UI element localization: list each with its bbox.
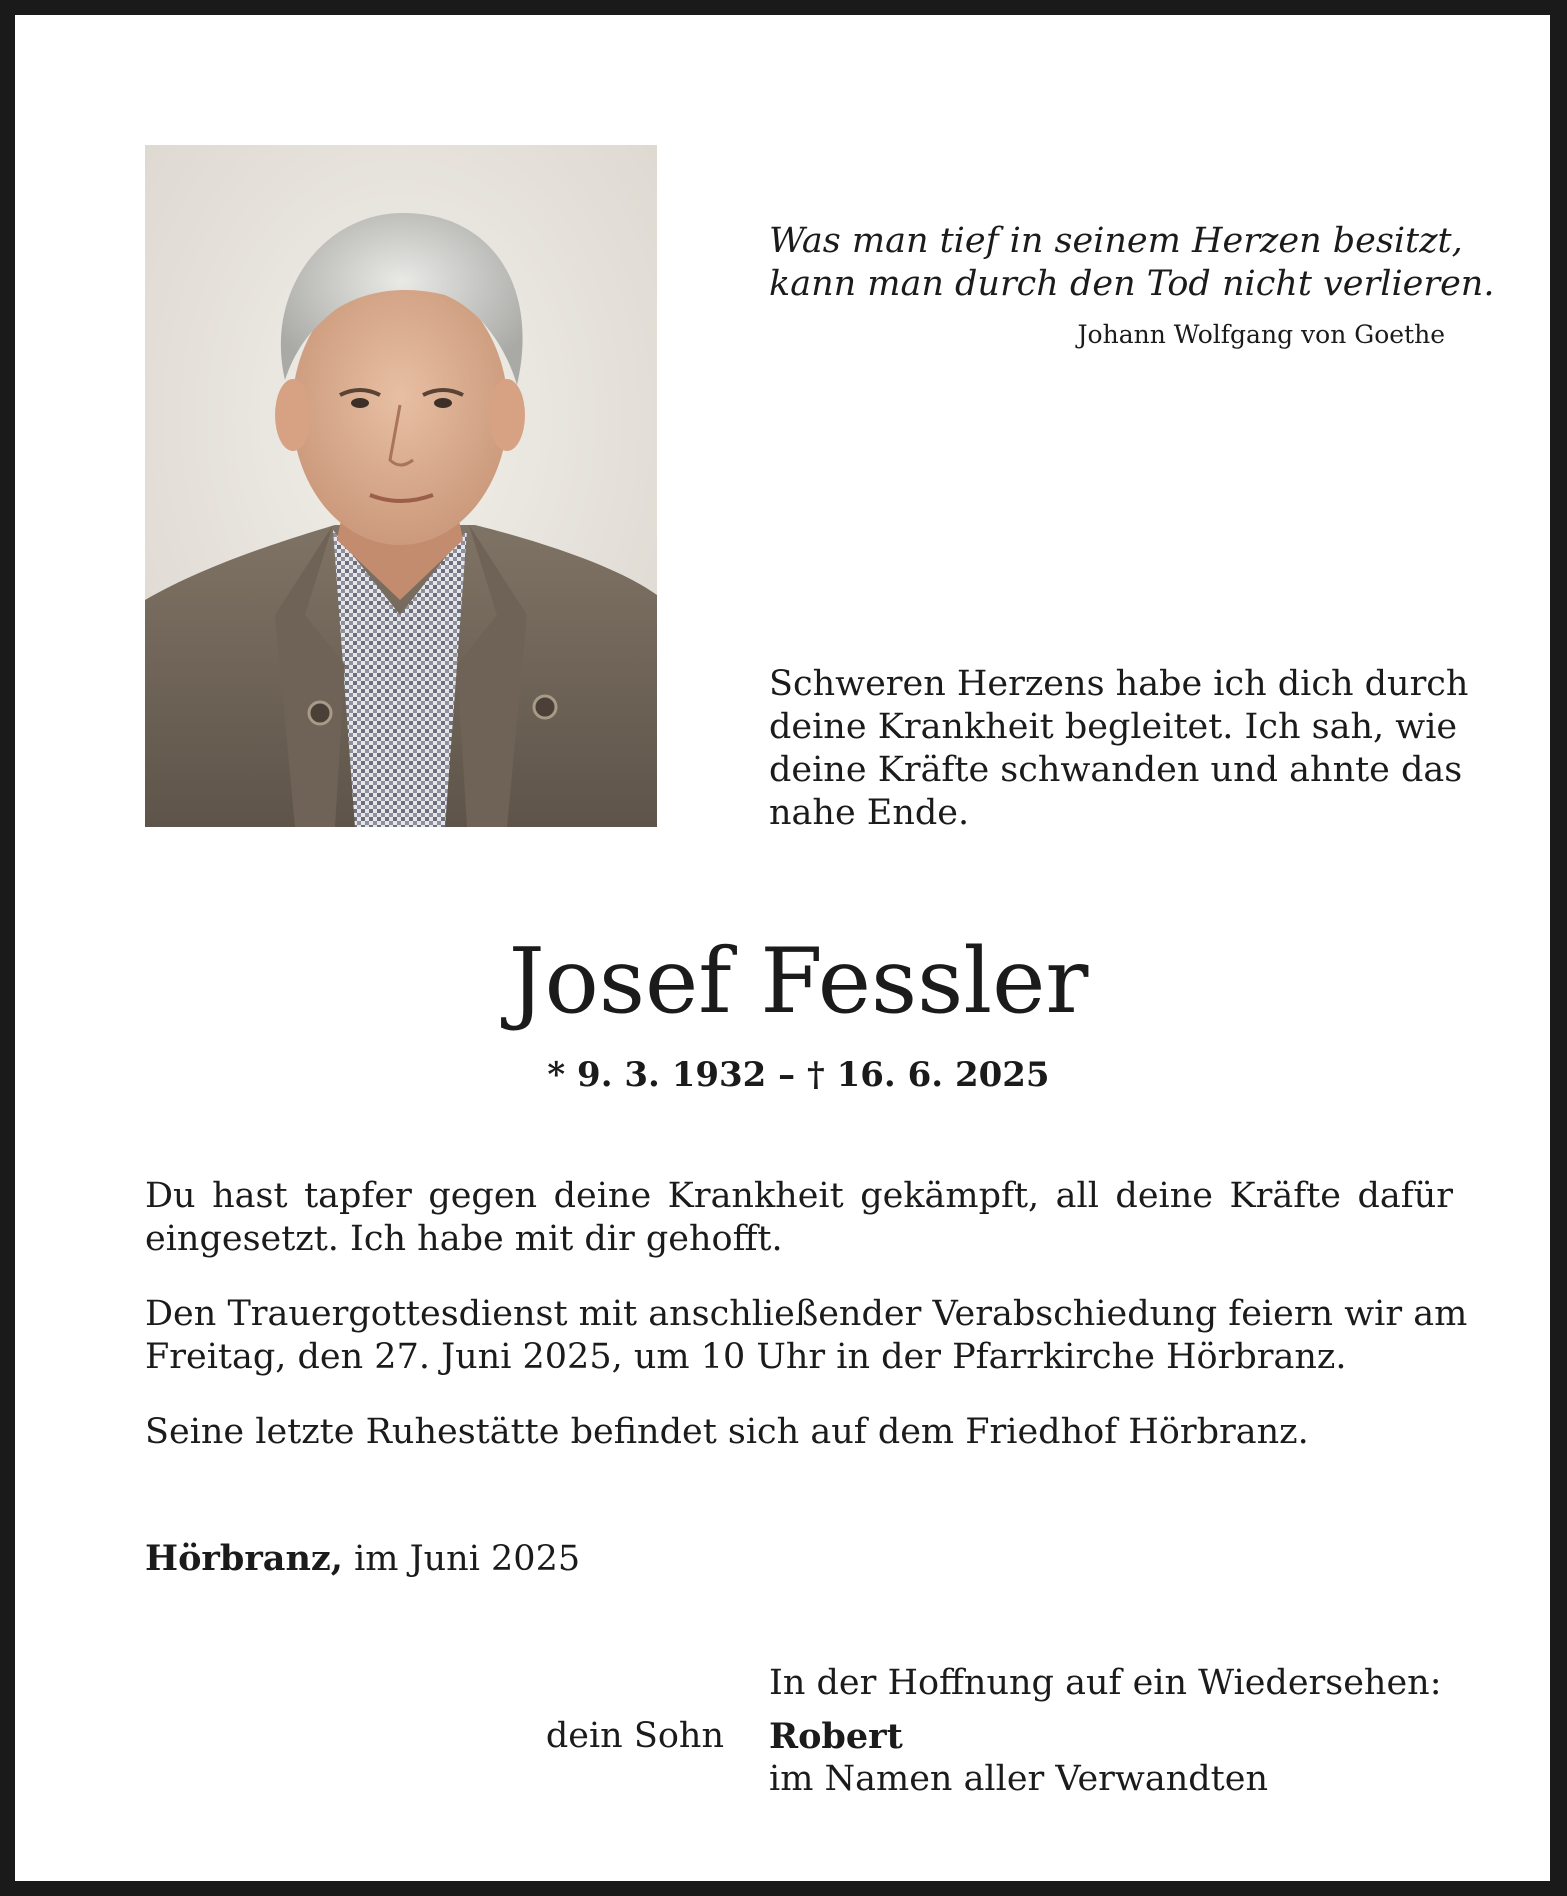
- intro-line: deine Krankheit begleitet. Ich sah, wie: [769, 707, 1458, 747]
- intro-line: Schweren Herzens habe ich dich durch: [769, 664, 1469, 704]
- hope-line: In der Hoffnung auf ein Wiedersehen:: [769, 1663, 1442, 1703]
- son-name: Robert: [769, 1716, 903, 1757]
- paragraph-line: Den Trauergottesdienst mit anschließender Verabschiedung feiern wir am: [145, 1294, 1468, 1334]
- portrait-photo: [145, 145, 657, 827]
- relatives-line: im Namen aller Verwandten: [769, 1759, 1268, 1799]
- quote-line: kann man durch den Tod nicht verlieren.: [769, 264, 1495, 304]
- quote-author: Johann Wolfgang von Goethe: [1077, 320, 1445, 349]
- place-date: [145, 1537, 580, 1581]
- deceased-name: Josef Fessler: [508, 929, 1089, 1034]
- body-paragraph-1: [145, 1175, 1453, 1261]
- quote-line: Was man tief in seinem Herzen besitzt,: [769, 221, 1463, 261]
- intro-line: deine Kräfte schwanden und ahnte das: [769, 750, 1463, 790]
- paragraph-line: Freitag, den 27. Juni 2025, um 10 Uhr in der Pfarrkirche Hörbranz.: [145, 1337, 1347, 1377]
- paragraph-line: Du hast tapfer gegen deine Krankheit gekämpft, all deine Kräfte dafür: [145, 1176, 1453, 1216]
- intro-line: nahe Ende.: [769, 793, 970, 833]
- portrait-illustration: [145, 145, 657, 827]
- place-month: im Juni 2025: [354, 1539, 581, 1579]
- goethe-quote: [769, 220, 1495, 306]
- paragraph-line: Seine letzte Ruhestätte befindet sich auf dem Friedhof Hörbranz.: [145, 1412, 1309, 1452]
- life-dates: * 9. 3. 1932 – † 16. 6. 2025: [547, 1055, 1050, 1095]
- body-paragraph-3: [145, 1411, 1453, 1454]
- paragraph-line: eingesetzt. Ich habe mit dir gehofft.: [145, 1219, 783, 1259]
- intro-paragraph: [769, 663, 1469, 835]
- body-paragraph-2: [145, 1293, 1468, 1379]
- son-prefix: dein Sohn: [545, 1716, 724, 1756]
- place-town: Hörbranz,: [145, 1538, 343, 1579]
